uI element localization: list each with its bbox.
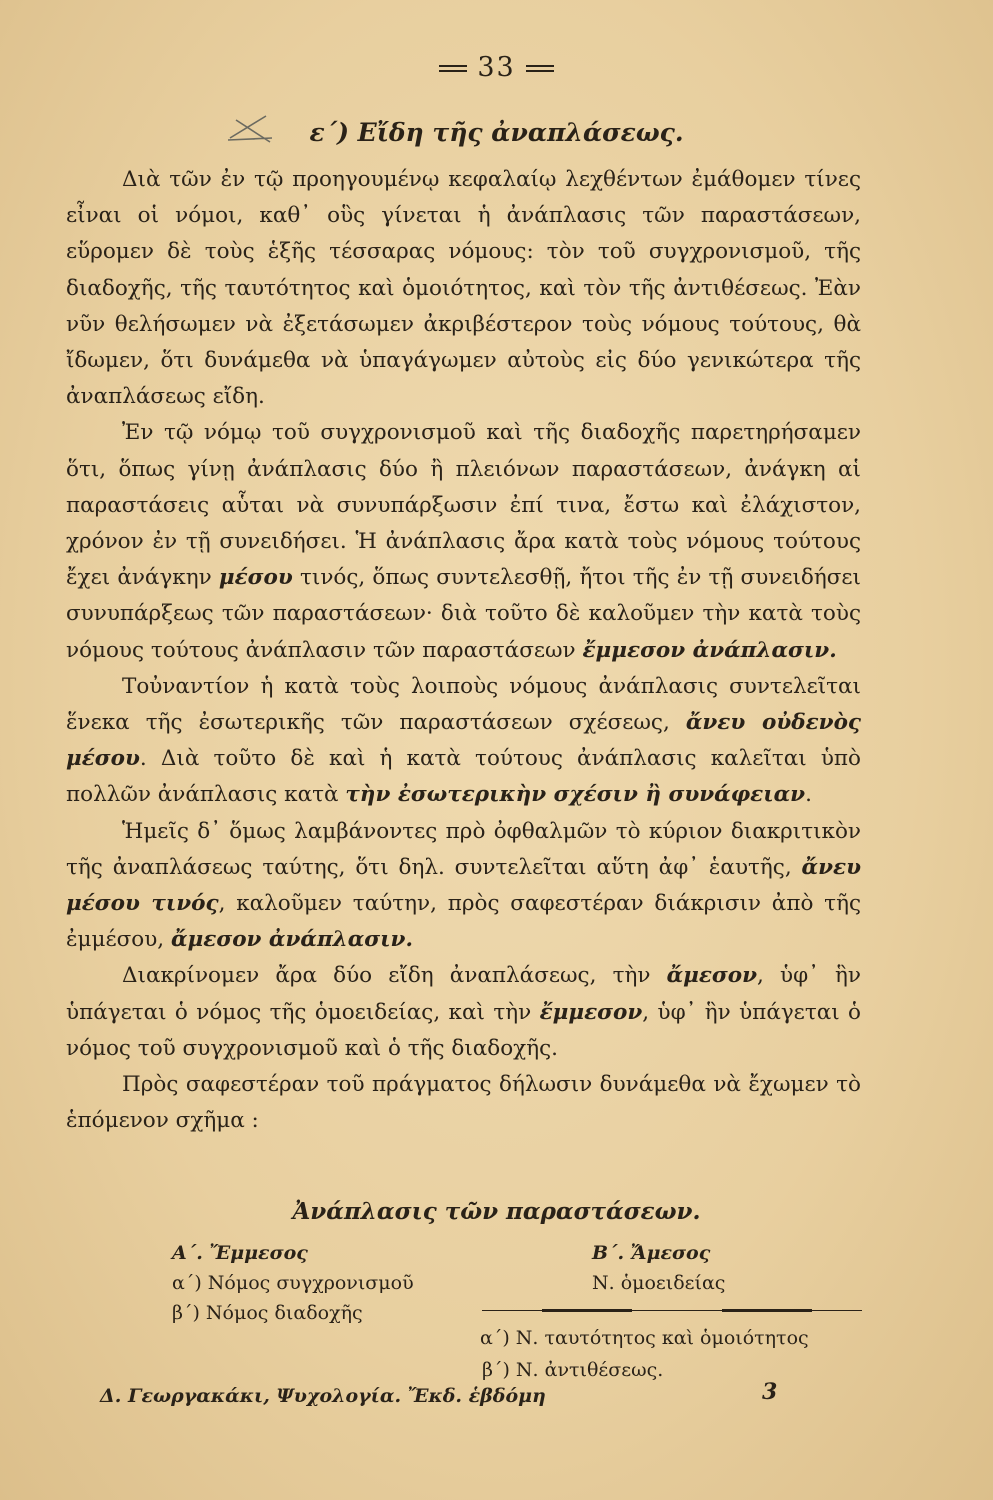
emphasis-text: ἔμμεσον ἀνάπλασιν. [582,637,837,663]
emphasis-text: ἄμεσον ἀνάπλασιν. [170,927,413,953]
emphasis-text: ἔμμεσον [539,999,643,1025]
diagram-right-column [592,1238,725,1298]
paragraph-text: , ὑφ᾽ ἣν ὑπάγεται ὁ νόμος τοῦ συγχρονισμοῦ καὶ ὁ τῆς διαδοχῆς. [66,999,861,1061]
diagram-left-item: α΄) Νόμος συγχρονισμοῦ [172,1272,414,1294]
paragraph [66,669,861,814]
body-text [66,162,861,1139]
diagram-title: Ἀνάπλασις τῶν παραστάσεων. [292,1198,701,1225]
diagram-left-item: β΄) Νόμος διαδοχῆς [172,1302,363,1324]
paragraph-text: τινός, ὅπως συντελεσθῇ, ἤτοι τῆς ἐν τῇ συνειδήσει συνυπάρξεως τῶν παραστάσεων· διὰ τοῦτο δὲ καλοῦμεν τὴν κατὰ τοὺς νόμους τούτους ἀνάπλασιν τῶν παραστάσεων [66,565,861,663]
page-number-rule-right [526,65,554,72]
section-title: ε΄) Εἴδη τῆς ἀναπλάσεως. [309,118,684,147]
paragraph-text: , καλοῦμεν ταύτην, πρὸς σαφεστέραν διάκρισιν ἀπὸ τῆς ἐμμέσου, [66,891,862,953]
paragraph-text: Ἐν τῷ νόμῳ τοῦ συγχρονισμοῦ καὶ τῆς διαδοχῆς παρετηρήσαμεν ὅτι, ὅπως γίνῃ ἀνάπλασις δύο ἢ πλειόνων παραστάσεων, ἀνάγκη αἱ παραστάσεις αὗται νὰ συνυπάρξωσιν ἐπί τινα, ἔστω καὶ ἐλάχιστον, χρόνον ἐν τῇ συνειδήσει. Ἡ ἀνάπλασις ἄρα κατὰ τοὺς νόμους τούτους ἔχει ἀνάγκην [66,420,861,591]
paragraph [66,415,861,668]
paragraph-text: Διὰ τῶν ἐν τῷ προηγουμένῳ κεφαλαίῳ λεχθέντων ἐμάθομεν τίνες εἶναι οἱ νόμοι, καθ᾽ οὓς γίνεται ἡ ἀνάπλασις τῶν παραστάσεων, εὕρομεν δὲ τοὺς ἑξῆς τέσσαρας νόμους: τὸν τοῦ συγχρονισμοῦ, τῆς διαδοχῆς, τῆς ταυτότητος καὶ ὁμοιότητος, καὶ τὸν τῆς ἀντιθέσεως. Ἐὰν νῦν θελήσωμεν νὰ ἐξετάσωμεν ἀκριβέστερον τοὺς νόμους τούτους, θὰ ἴδωμεν, ὅτι δυνάμεθα νὰ ὑπαγάγωμεν αὐτοὺς εἰς δύο γενικώτερα τῆς ἀναπλάσεως εἴδη. [66,167,861,410]
paragraph [66,1067,861,1139]
page-number-text: 33 [477,52,516,83]
page-footer: Δ. Γεωργακάκι, Ψυχολογία. Ἔκδ. ἑβδόμη [100,1385,546,1407]
page-number [0,52,993,83]
signature-mark: 3 [762,1379,778,1405]
paragraph-text: . Διὰ τοῦτο δὲ καὶ ἡ κατὰ τούτους ἀνάπλασις καλεῖται ὑπὸ πολλῶν ἀνάπλασις κατὰ [66,746,861,808]
diagram-right-sub-item: β΄) Ν. ἀντιθέσεως. [482,1359,664,1381]
paragraph-text: Διακρίνομεν ἄρα δύο εἴδη ἀναπλάσεως, τὴν [122,963,667,989]
paragraph [66,958,861,1067]
diagram-right-sub-item: α΄) Ν. ταυτότητος καὶ ὁμοιότητος [480,1327,809,1349]
emphasis-text: ἄνευ οὐδενὸς μέσου [66,710,862,772]
diagram-left-head: Α΄. Ἔμμεσος [172,1242,308,1264]
diagram-right-head: Β΄. Ἄμεσος [592,1242,711,1264]
paragraph-text: Τοὐναντίον ἡ κατὰ τοὺς λοιποὺς νόμους ἀνάπλασις συντελεῖται ἕνεκα τῆς ἐσωτερικῆς τῶν παραστάσεων σχέσεως, [66,673,861,736]
paragraph-text: Πρὸς σαφεστέραν τοῦ πράγματος δήλωσιν δυνάμεθα νὰ ἔχωμεν τὸ ἑπόμενον σχῆμα : [66,1072,861,1134]
emphasis-text: ἄνευ μέσου τινός [66,854,861,917]
diagram-right-item: Ν. ὁμοειδείας [592,1272,726,1294]
diagram-left-column [172,1238,414,1328]
emphasis-text: μέσου [218,565,293,591]
paragraph-text: . [805,782,812,808]
paragraph-text: , ὑφ᾽ ἣν ὑπάγεται ὁ νόμος τῆς ὁμοειδείας, καὶ τὴν [66,963,861,1025]
paragraph [66,162,861,415]
diagram-brace-rule [482,1309,862,1312]
emphasis-text: τὴν ἐσωτερικὴν σχέσιν ἢ συνάφειαν [345,782,806,808]
emphasis-text: ἄμεσον [666,963,758,989]
diagram-right-sublist [480,1322,809,1386]
page-number-rule-left [439,65,467,72]
paragraph [66,814,861,959]
paragraph-text: Ἡμεῖς δ᾽ ὅμως λαμβάνοντες πρὸ ὀφθαλμῶν τὸ κύριον διακριτικὸν τῆς ἀναπλάσεως ταύτης, ὅτι δηλ. συντελεῖται αὕτη ἀφ᾽ ἑαυτῆς, [66,818,861,880]
